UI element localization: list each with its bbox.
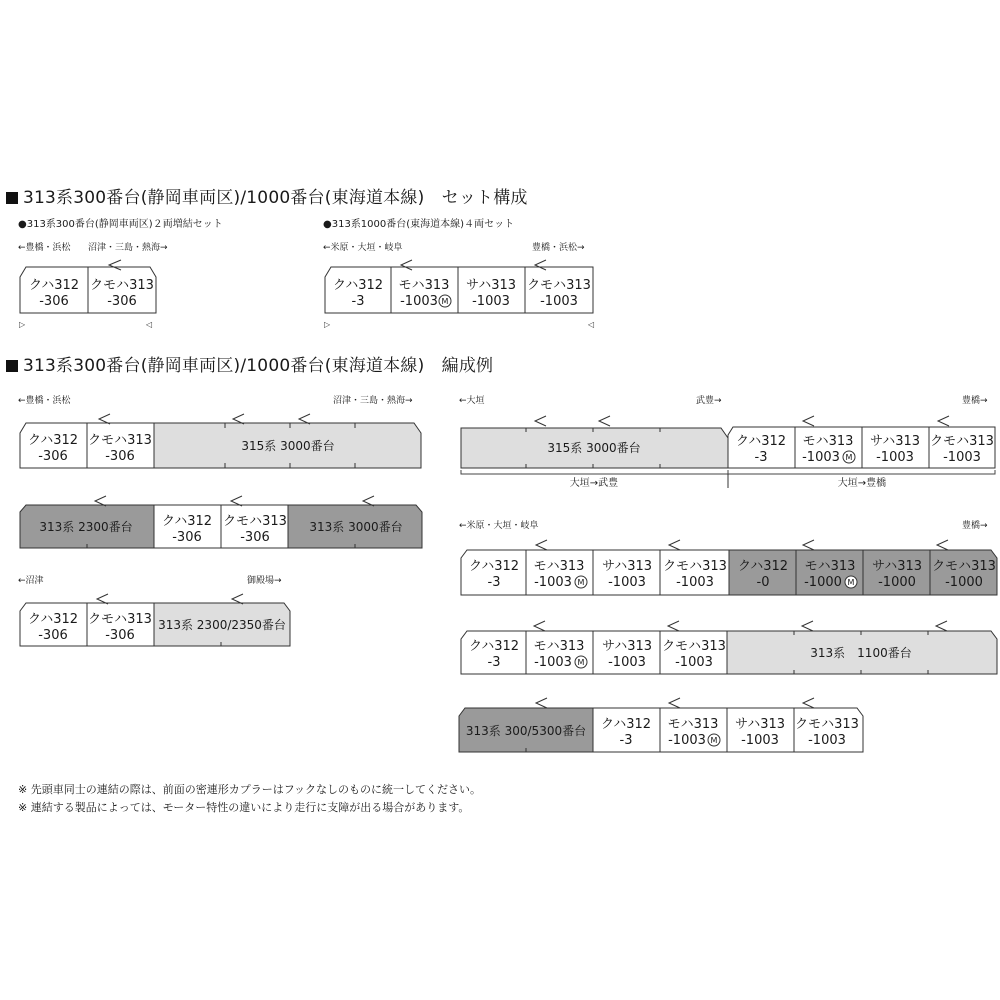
svg-text:313系 2300番台: 313系 2300番台	[39, 520, 133, 534]
section-title-example: 313系300番台(静岡車両区)/1000番台(東海道本線) 編成例	[6, 351, 493, 376]
svg-text:クモハ313: クモハ313	[932, 559, 996, 574]
set1-title: ●313系300番台(静岡車両区)２両増結セット	[18, 219, 223, 230]
example-d-mid-direction: 武豊→	[696, 396, 722, 406]
svg-text:-3: -3	[619, 733, 633, 748]
svg-text:クモハ313: クモハ313	[795, 717, 859, 732]
svg-text:-1003: -1003	[676, 575, 714, 590]
svg-text:クモハ313: クモハ313	[930, 434, 994, 449]
coupler-icon: ▷	[324, 320, 331, 329]
example-d-train	[459, 418, 999, 490]
svg-text:-306: -306	[240, 530, 270, 545]
svg-text:モハ313: モハ313	[667, 717, 719, 732]
svg-text:-3: -3	[487, 655, 501, 670]
svg-text:サハ313: サハ313	[601, 639, 653, 654]
example-e3-train	[457, 698, 867, 754]
example-d-right-direction: 豊橋→	[962, 396, 988, 406]
svg-text:-1003: -1003	[472, 294, 510, 309]
svg-text:-1000: -1000	[945, 575, 983, 590]
svg-text:クハ312: クハ312	[600, 717, 652, 732]
example-b-train	[18, 500, 428, 552]
svg-text:M: M	[847, 578, 855, 587]
svg-text:M: M	[577, 578, 585, 587]
svg-text:モハ313: モハ313	[398, 278, 450, 293]
svg-text:-306: -306	[38, 628, 68, 643]
example-e-right-direction: 豊橋→	[962, 521, 988, 531]
svg-text:クハ312: クハ312	[468, 559, 520, 574]
svg-text:-1003: -1003	[741, 733, 779, 748]
svg-text:大垣→武豊: 大垣→武豊	[569, 478, 619, 489]
svg-text:クモハ313: クモハ313	[527, 278, 591, 293]
example-e1-train	[459, 540, 999, 596]
car-number: -306	[107, 294, 137, 309]
example-e2-train	[459, 620, 999, 676]
svg-text:サハ313: サハ313	[601, 559, 653, 574]
set2-title: ●313系1000番台(東海道本線)４両セット	[323, 219, 515, 230]
example-c-train	[18, 598, 298, 650]
set2-right-direction: 豊橋・浜松→	[532, 243, 585, 253]
svg-text:M: M	[577, 658, 585, 667]
svg-text:-1003: -1003	[608, 655, 646, 670]
svg-text:大垣→豊橋: 大垣→豊橋	[837, 478, 887, 489]
svg-text:クハ312: クハ312	[27, 612, 79, 627]
svg-text:313系 3000番台: 313系 3000番台	[309, 520, 403, 534]
svg-text:モハ313: モハ313	[533, 559, 585, 574]
svg-text:-306: -306	[172, 530, 202, 545]
svg-text:クモハ313: クモハ313	[663, 559, 727, 574]
example-c-right-direction: 御殿場→	[247, 576, 282, 586]
svg-text:クハ312: クハ312	[27, 433, 79, 448]
svg-text:-1003: -1003	[540, 294, 578, 309]
example-d-left-direction: ←大垣	[459, 396, 485, 406]
svg-text:クハ312: クハ312	[332, 278, 384, 293]
section-title-set: 313系300番台(静岡車両区)/1000番台(東海道本線) セット構成	[6, 183, 528, 208]
svg-text:-1000: -1000	[804, 575, 842, 590]
svg-text:クモハ313: クモハ313	[88, 433, 152, 448]
svg-text:-3: -3	[351, 294, 365, 309]
svg-text:-306: -306	[105, 449, 135, 464]
set2-left-direction: ←米原・大垣・岐阜	[323, 243, 403, 253]
svg-text:315系 3000番台: 315系 3000番台	[547, 441, 641, 455]
example-e-left-direction: ←米原・大垣・岐阜	[459, 521, 539, 531]
svg-text:クモハ313: クモハ313	[662, 639, 726, 654]
svg-text:クモハ313: クモハ313	[223, 514, 287, 529]
svg-text:-0: -0	[756, 575, 770, 590]
svg-text:サハ313: サハ313	[871, 559, 923, 574]
square-bullet-icon	[6, 360, 18, 372]
svg-text:サハ313: サハ313	[734, 717, 786, 732]
svg-text:313系 300/5300番台: 313系 300/5300番台	[465, 724, 587, 738]
car-type: クハ312	[28, 278, 80, 293]
svg-text:モハ313: モハ313	[533, 639, 585, 654]
coupler-icon: ◁	[146, 320, 153, 329]
svg-text:313系 2300/2350番台: 313系 2300/2350番台	[158, 618, 286, 632]
example-a-left-direction: ←豊橋・浜松	[18, 396, 71, 406]
set1-right-direction: 沼津・三島・熱海→	[88, 243, 168, 253]
svg-text:M: M	[710, 736, 718, 745]
svg-text:-1003: -1003	[668, 733, 706, 748]
svg-text:-1003: -1003	[808, 733, 846, 748]
svg-text:315系 3000番台: 315系 3000番台	[241, 439, 335, 453]
svg-text:M: M	[441, 297, 449, 306]
svg-text:-1003: -1003	[534, 575, 572, 590]
svg-text:モハ313: モハ313	[804, 559, 856, 574]
svg-text:-1000: -1000	[878, 575, 916, 590]
set1-train	[18, 262, 158, 318]
note-coupler: ※ 先頭車同士の連結の際は、前面の密連形カプラーはフックなしのものに統一してください。	[18, 783, 481, 796]
svg-text:クハ312: クハ312	[737, 559, 789, 574]
svg-text:クハ312: クハ312	[468, 639, 520, 654]
svg-text:-1003: -1003	[876, 450, 914, 465]
set2-train	[323, 262, 598, 318]
coupler-icon: ▷	[19, 320, 26, 329]
note-motor: ※ 連結する製品によっては、モーター特性の違いにより走行に支障が出る場合があります。	[18, 801, 470, 814]
svg-text:-3: -3	[754, 450, 768, 465]
svg-text:-1003: -1003	[943, 450, 981, 465]
svg-text:313系 1100番台: 313系 1100番台	[810, 646, 912, 660]
svg-text:-3: -3	[487, 575, 501, 590]
svg-text:-306: -306	[105, 628, 135, 643]
svg-text:クモハ313: クモハ313	[88, 612, 152, 627]
car-type: クモハ313	[90, 278, 154, 293]
svg-text:サハ313: サハ313	[465, 278, 517, 293]
svg-text:-306: -306	[38, 449, 68, 464]
svg-text:-1003: -1003	[675, 655, 713, 670]
set1-left-direction: ←豊橋・浜松	[18, 243, 71, 253]
svg-text:-1003: -1003	[608, 575, 646, 590]
svg-text:クハ312: クハ312	[161, 514, 213, 529]
svg-text:-1003: -1003	[802, 450, 840, 465]
square-bullet-icon	[6, 192, 18, 204]
svg-text:M: M	[845, 453, 853, 462]
svg-text:-1003: -1003	[534, 655, 572, 670]
svg-text:クハ312: クハ312	[735, 434, 787, 449]
coupler-icon: ◁	[588, 320, 595, 329]
svg-text:-1003: -1003	[400, 294, 438, 309]
svg-text:サハ313: サハ313	[869, 434, 921, 449]
svg-text:モハ313: モハ313	[802, 434, 854, 449]
example-c-left-direction: ←沼津	[18, 576, 44, 586]
example-a-train	[18, 418, 428, 473]
car-number: -306	[39, 294, 69, 309]
example-a-right-direction: 沼津・三島・熱海→	[333, 396, 413, 406]
